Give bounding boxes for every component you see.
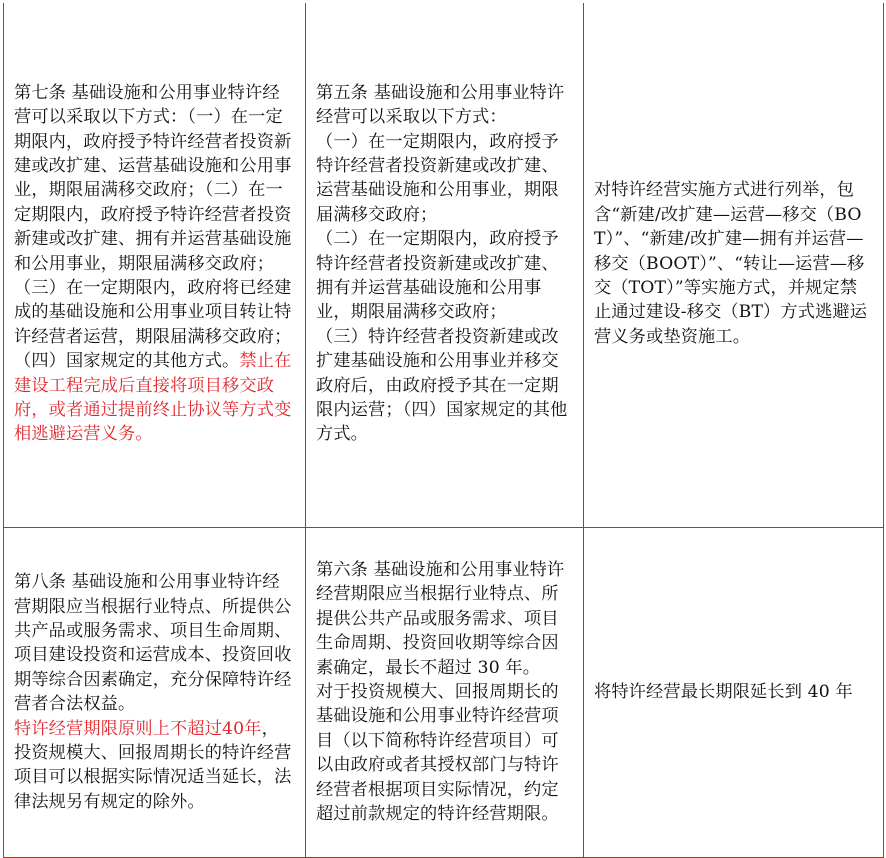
article-5-item-3: （三）特许经营者投资新建或改扩建基础设施和公用事业并移交政府后，由政府授予其在一定期限内运营；（四）国家规定的其他方式。 [316, 326, 568, 445]
article-7-text: 第七条 基础设施和公用事业特许经营可以采取以下方式：（一）在一定期限内，政府授予特许经营者投资新建或改扩建、运营基础设施和公用事业，期限届满移交政府；（二）在一定期限内，政府授予特许经营者投资新建或改扩建、拥有并运营基础设施和公用事业，期限届满移交政府；（三）在一定期限内，政府将已经建成的基础设施和公用事业项目转让特许经营者运营，期限届满移交政府；（四）国家规定的其他方式。 [14, 82, 292, 372]
table-cell-old-article-6 [306, 527, 584, 857]
table-cell-new-article-8 [4, 527, 306, 857]
comment-text: 将特许经营最长期限延长到 40 年 [594, 682, 853, 703]
comment-text: 对特许经营实施方式进行列举，包含“新建/改扩建—运营—移交（BOT）”、“新建/改扩建—拥有并运营—移交（BOOT）”、“转让—运营—移交（TOT）”等实施方式，并规定禁止通过建设-移交（BT）方式逃避运营义务或垫资施工。 [594, 180, 868, 347]
highlighted-provision: 禁止在建设工程完成后直接将项目移交政府，或者通过提前终止协议等方式变相逃避运营义务。 [14, 351, 292, 445]
table-row [4, 527, 884, 857]
highlighted-provision: 特许经营期限原则上不超过40年 [14, 718, 262, 739]
table-row [4, 1, 884, 528]
article-8-continuation [14, 717, 296, 815]
table-cell-new-article-7 [4, 1, 306, 528]
table-cell-comment [584, 1, 884, 528]
comparison-table [3, 0, 884, 858]
article-8-text: 第八条 基础设施和公用事业特许经营期限应当根据行业特点、所提供公共产品或服务需求、项目生命周期、项目建设投资和运营成本、投资回收期等综合因素确定，充分保障特许经营者合法权益。 [14, 572, 292, 715]
article-6-paragraph-2: 对于投资规模大、回报周期长的基础设施和公用事业特许经营项目（以下简称特许经营项目）可以由政府或者其授权部门与特许经营者根据项目实际情况，约定超过前款规定的特许经营期限。 [316, 682, 559, 825]
article-8-tail: ，投资规模大、回报周期长的特许经营项目可以根据实际情况适当延长，法律法规另有规定的除外。 [14, 718, 292, 812]
page-top-margin [0, 0, 886, 3]
table-cell-old-article-5 [306, 1, 584, 528]
article-5-item-2: （二）在一定期限内，政府授予特许经营者投资新建或改扩建、拥有并运营基础设施和公用事业，期限届满移交政府； [316, 229, 559, 323]
article-6-paragraph-1: 第六条 基础设施和公用事业特许经营期限应当根据行业特点、所提供公共产品或服务需求、项目生命周期、投资回收期等综合因素确定，最长不超过 30 年。 [316, 560, 565, 678]
article-text [14, 81, 296, 447]
article-5-title: 第五条 基础设施和公用事业特许经营可以采取以下方式： [316, 82, 565, 128]
article-5-item-1: （一）在一定期限内，政府授予特许经营者投资新建或改扩建、运营基础设施和公用事业，期限届满移交政府； [316, 131, 559, 225]
table-cell-comment [584, 527, 884, 857]
